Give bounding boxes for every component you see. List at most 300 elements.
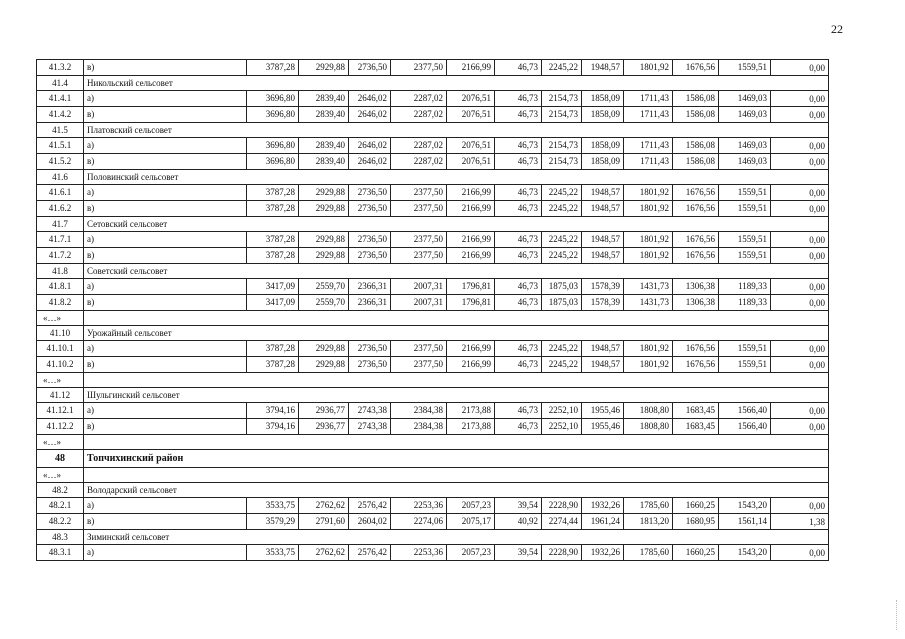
value-cell: 3533,75 — [247, 545, 299, 561]
section-row — [37, 264, 829, 279]
section-row — [37, 530, 829, 545]
value-cell: 2559,70 — [299, 279, 349, 295]
row-code: 41.7.2 — [37, 248, 84, 264]
table-row — [37, 91, 829, 107]
table-row — [37, 232, 829, 248]
value-cell: 1,38 — [771, 514, 829, 530]
value-cell: 1559,51 — [719, 185, 771, 201]
value-cell: 1683,45 — [673, 403, 719, 419]
value-cell: 3696,80 — [247, 91, 299, 107]
value-cell: 3417,09 — [247, 295, 299, 311]
table-row — [37, 514, 829, 530]
value-cell: 0,00 — [771, 295, 829, 311]
value-cell: 1676,56 — [673, 248, 719, 264]
value-cell: 1711,43 — [624, 91, 673, 107]
value-cell: 3533,75 — [247, 498, 299, 514]
table-row — [37, 154, 829, 170]
value-cell: 3787,28 — [247, 248, 299, 264]
value-cell: 1801,92 — [624, 60, 673, 76]
value-cell: 1813,20 — [624, 514, 673, 530]
row-code: 41.12 — [37, 388, 84, 403]
row-label: а) — [84, 232, 247, 248]
value-cell: 0,00 — [771, 232, 829, 248]
section-row — [37, 388, 829, 403]
table-row — [37, 419, 829, 435]
row-code: 41.10.2 — [37, 357, 84, 373]
section-name: Платовский сельсовет — [84, 123, 829, 138]
value-cell: 2377,50 — [391, 60, 447, 76]
value-cell: 2366,31 — [349, 295, 391, 311]
value-cell: 2228,90 — [542, 498, 582, 514]
value-cell: 2245,22 — [542, 248, 582, 264]
value-cell: 2377,50 — [391, 201, 447, 217]
value-cell: 2274,06 — [391, 514, 447, 530]
value-cell: 46,73 — [495, 154, 542, 170]
value-cell: 2076,51 — [447, 91, 495, 107]
row-label: в) — [84, 201, 247, 217]
value-cell: 1469,03 — [719, 107, 771, 123]
table-row — [37, 341, 829, 357]
row-code: 41.12.2 — [37, 419, 84, 435]
row-code: 41.6.2 — [37, 201, 84, 217]
value-cell: 46,73 — [495, 201, 542, 217]
row-code: 41.7 — [37, 217, 84, 232]
value-cell: 1189,33 — [719, 279, 771, 295]
value-cell: 2245,22 — [542, 232, 582, 248]
row-code: 48.3 — [37, 530, 84, 545]
value-cell: 2076,51 — [447, 107, 495, 123]
row-code: 41.8.1 — [37, 279, 84, 295]
value-cell: 2245,22 — [542, 185, 582, 201]
value-cell: 1559,51 — [719, 248, 771, 264]
value-cell: 1796,81 — [447, 279, 495, 295]
row-code: 41.7.1 — [37, 232, 84, 248]
value-cell: 1801,92 — [624, 341, 673, 357]
value-cell: 1955,46 — [582, 419, 624, 435]
value-cell: 1948,57 — [582, 201, 624, 217]
value-cell: 2736,50 — [349, 201, 391, 217]
row-label: в) — [84, 357, 247, 373]
value-cell: 46,73 — [495, 232, 542, 248]
district-name: Топчихинский район — [84, 450, 829, 468]
value-cell: 2057,23 — [447, 498, 495, 514]
value-cell: 2839,40 — [299, 154, 349, 170]
value-cell: 0,00 — [771, 154, 829, 170]
value-cell: 2377,50 — [391, 185, 447, 201]
section-name: Урожайный сельсовет — [84, 326, 829, 341]
value-cell: 2166,99 — [447, 357, 495, 373]
value-cell: 2377,50 — [391, 232, 447, 248]
value-cell: 2173,88 — [447, 403, 495, 419]
ellipsis-row — [37, 311, 829, 326]
row-code: 41.6 — [37, 170, 84, 185]
ellipsis-row — [37, 373, 829, 388]
value-cell: 1948,57 — [582, 248, 624, 264]
value-cell: 1801,92 — [624, 248, 673, 264]
row-code: 48.2 — [37, 483, 84, 498]
section-row — [37, 326, 829, 341]
value-cell: 2839,40 — [299, 107, 349, 123]
value-cell: 46,73 — [495, 357, 542, 373]
value-cell: 1559,51 — [719, 201, 771, 217]
value-cell: 46,73 — [495, 138, 542, 154]
value-cell: 1801,92 — [624, 232, 673, 248]
section-name: Шульгинский сельсовет — [84, 388, 829, 403]
value-cell: 0,00 — [771, 91, 829, 107]
value-cell: 2743,38 — [349, 419, 391, 435]
value-cell: 3696,80 — [247, 154, 299, 170]
row-code: 41.10 — [37, 326, 84, 341]
row-label: в) — [84, 419, 247, 435]
value-cell: 2154,73 — [542, 154, 582, 170]
value-cell: 2929,88 — [299, 357, 349, 373]
value-cell: 2929,88 — [299, 341, 349, 357]
value-cell: 2377,50 — [391, 357, 447, 373]
section-row — [37, 450, 829, 468]
value-cell: 46,73 — [495, 341, 542, 357]
value-cell: 1306,38 — [673, 279, 719, 295]
value-cell: 2076,51 — [447, 138, 495, 154]
value-cell: 3696,80 — [247, 138, 299, 154]
value-cell: 1189,33 — [719, 295, 771, 311]
row-code: 48 — [37, 450, 84, 468]
value-cell: 1559,51 — [719, 341, 771, 357]
value-cell: 2287,02 — [391, 91, 447, 107]
table-row — [37, 185, 829, 201]
value-cell: 1660,25 — [673, 545, 719, 561]
row-label: в) — [84, 295, 247, 311]
value-cell: 2736,50 — [349, 248, 391, 264]
value-cell: 2154,73 — [542, 107, 582, 123]
value-cell: 2929,88 — [299, 232, 349, 248]
value-cell: 2839,40 — [299, 91, 349, 107]
row-code: «…» — [37, 468, 84, 483]
row-label: а) — [84, 138, 247, 154]
value-cell: 3579,29 — [247, 514, 299, 530]
value-cell: 1431,73 — [624, 279, 673, 295]
row-code: 41.12.1 — [37, 403, 84, 419]
section-row — [37, 76, 829, 91]
section-name: Никольский сельсовет — [84, 76, 829, 91]
row-code: 41.5.2 — [37, 154, 84, 170]
row-label: а) — [84, 279, 247, 295]
value-cell: 2075,17 — [447, 514, 495, 530]
value-cell: 1858,09 — [582, 138, 624, 154]
value-cell: 1948,57 — [582, 341, 624, 357]
section-name: Сетовский сельсовет — [84, 217, 829, 232]
value-cell: 2384,38 — [391, 419, 447, 435]
value-cell: 1711,43 — [624, 138, 673, 154]
value-cell: 2173,88 — [447, 419, 495, 435]
value-cell: 2646,02 — [349, 138, 391, 154]
value-cell: 1948,57 — [582, 232, 624, 248]
row-code: 41.10.1 — [37, 341, 84, 357]
section-name: Зиминский сельсовет — [84, 530, 829, 545]
value-cell: 3787,28 — [247, 60, 299, 76]
tariff-table — [36, 59, 829, 561]
value-cell: 2762,62 — [299, 545, 349, 561]
value-cell: 2743,38 — [349, 403, 391, 419]
row-label: а) — [84, 91, 247, 107]
value-cell: 46,73 — [495, 60, 542, 76]
value-cell: 1586,08 — [673, 138, 719, 154]
section-name: Половинский сельсовет — [84, 170, 829, 185]
value-cell: 1680,95 — [673, 514, 719, 530]
value-cell: 1948,57 — [582, 60, 624, 76]
row-code: «…» — [37, 373, 84, 388]
table-row — [37, 248, 829, 264]
empty-cell — [84, 435, 829, 450]
value-cell: 1431,73 — [624, 295, 673, 311]
value-cell: 46,73 — [495, 185, 542, 201]
value-cell: 2576,42 — [349, 498, 391, 514]
table-row — [37, 201, 829, 217]
row-code: 41.4.1 — [37, 91, 84, 107]
value-cell: 1578,39 — [582, 279, 624, 295]
value-cell: 2384,38 — [391, 403, 447, 419]
value-cell: 1932,26 — [582, 545, 624, 561]
value-cell: 0,00 — [771, 248, 829, 264]
value-cell: 1660,25 — [673, 498, 719, 514]
value-cell: 2253,36 — [391, 545, 447, 561]
value-cell: 1676,56 — [673, 232, 719, 248]
value-cell: 1561,14 — [719, 514, 771, 530]
value-cell: 46,73 — [495, 403, 542, 419]
value-cell: 2166,99 — [447, 60, 495, 76]
value-cell: 1858,09 — [582, 154, 624, 170]
value-cell: 3787,28 — [247, 185, 299, 201]
value-cell: 1801,92 — [624, 201, 673, 217]
value-cell: 2166,99 — [447, 341, 495, 357]
value-cell: 1559,51 — [719, 357, 771, 373]
value-cell: 1932,26 — [582, 498, 624, 514]
value-cell: 2245,22 — [542, 357, 582, 373]
row-code: 41.4.2 — [37, 107, 84, 123]
empty-cell — [84, 311, 829, 326]
value-cell: 2007,31 — [391, 279, 447, 295]
value-cell: 1785,60 — [624, 545, 673, 561]
value-cell: 1808,80 — [624, 419, 673, 435]
value-cell: 2936,77 — [299, 403, 349, 419]
value-cell: 1676,56 — [673, 341, 719, 357]
value-cell: 2287,02 — [391, 138, 447, 154]
value-cell: 2253,36 — [391, 498, 447, 514]
row-code: 41.3.2 — [37, 60, 84, 76]
value-cell: 2154,73 — [542, 91, 582, 107]
value-cell: 0,00 — [771, 357, 829, 373]
table-row — [37, 279, 829, 295]
row-code: 41.5.1 — [37, 138, 84, 154]
value-cell: 1858,09 — [582, 91, 624, 107]
value-cell: 1711,43 — [624, 107, 673, 123]
row-label: в) — [84, 514, 247, 530]
value-cell: 0,00 — [771, 185, 829, 201]
value-cell: 2287,02 — [391, 107, 447, 123]
value-cell: 1469,03 — [719, 154, 771, 170]
value-cell: 1469,03 — [719, 91, 771, 107]
value-cell: 0,00 — [771, 419, 829, 435]
page-number: 22 — [831, 22, 843, 36]
value-cell: 2559,70 — [299, 295, 349, 311]
value-cell: 1566,40 — [719, 419, 771, 435]
value-cell: 3787,28 — [247, 201, 299, 217]
value-cell: 3794,16 — [247, 403, 299, 419]
value-cell: 2154,73 — [542, 138, 582, 154]
value-cell: 0,00 — [771, 107, 829, 123]
value-cell: 2252,10 — [542, 419, 582, 435]
value-cell: 2929,88 — [299, 248, 349, 264]
row-code: 48.3.1 — [37, 545, 84, 561]
value-cell: 3787,28 — [247, 232, 299, 248]
value-cell: 0,00 — [771, 138, 829, 154]
value-cell: 1469,03 — [719, 138, 771, 154]
row-label: а) — [84, 545, 247, 561]
table-row — [37, 107, 829, 123]
row-code: 41.4 — [37, 76, 84, 91]
value-cell: 2245,22 — [542, 341, 582, 357]
value-cell: 2936,77 — [299, 419, 349, 435]
value-cell: 2166,99 — [447, 185, 495, 201]
value-cell: 2646,02 — [349, 107, 391, 123]
value-cell: 1875,03 — [542, 295, 582, 311]
value-cell: 2736,50 — [349, 341, 391, 357]
value-cell: 46,73 — [495, 295, 542, 311]
row-code: «…» — [37, 311, 84, 326]
row-label: а) — [84, 185, 247, 201]
value-cell: 1801,92 — [624, 357, 673, 373]
value-cell: 39,54 — [495, 545, 542, 561]
value-cell: 0,00 — [771, 60, 829, 76]
value-cell: 1543,20 — [719, 498, 771, 514]
value-cell: 2736,50 — [349, 357, 391, 373]
value-cell: 2366,31 — [349, 279, 391, 295]
section-name: Советский сельсовет — [84, 264, 829, 279]
row-label: в) — [84, 154, 247, 170]
value-cell: 46,73 — [495, 279, 542, 295]
value-cell: 1578,39 — [582, 295, 624, 311]
section-name: Володарский сельсовет — [84, 483, 829, 498]
value-cell: 46,73 — [495, 107, 542, 123]
value-cell: 1306,38 — [673, 295, 719, 311]
value-cell: 2929,88 — [299, 185, 349, 201]
row-code: 48.2.1 — [37, 498, 84, 514]
value-cell: 2245,22 — [542, 60, 582, 76]
value-cell: 46,73 — [495, 91, 542, 107]
value-cell: 2377,50 — [391, 341, 447, 357]
table-row — [37, 295, 829, 311]
value-cell: 1961,24 — [582, 514, 624, 530]
value-cell: 1543,20 — [719, 545, 771, 561]
table-row — [37, 545, 829, 561]
value-cell: 1808,80 — [624, 403, 673, 419]
value-cell: 1586,08 — [673, 91, 719, 107]
value-cell: 1586,08 — [673, 107, 719, 123]
section-row — [37, 170, 829, 185]
row-label: в) — [84, 248, 247, 264]
value-cell: 2076,51 — [447, 154, 495, 170]
value-cell: 2576,42 — [349, 545, 391, 561]
value-cell: 1948,57 — [582, 185, 624, 201]
value-cell: 1586,08 — [673, 154, 719, 170]
value-cell: 2245,22 — [542, 201, 582, 217]
value-cell: 2166,99 — [447, 232, 495, 248]
value-cell: 2839,40 — [299, 138, 349, 154]
value-cell: 1711,43 — [624, 154, 673, 170]
section-row — [37, 123, 829, 138]
value-cell: 2007,31 — [391, 295, 447, 311]
row-code: 41.8.2 — [37, 295, 84, 311]
value-cell: 0,00 — [771, 279, 829, 295]
row-label: а) — [84, 498, 247, 514]
row-code: 41.5 — [37, 123, 84, 138]
value-cell: 2736,50 — [349, 232, 391, 248]
value-cell: 3417,09 — [247, 279, 299, 295]
value-cell: 3787,28 — [247, 357, 299, 373]
value-cell: 2274,44 — [542, 514, 582, 530]
table-body — [37, 60, 829, 561]
empty-cell — [84, 373, 829, 388]
table-row — [37, 498, 829, 514]
value-cell: 1796,81 — [447, 295, 495, 311]
row-code: «…» — [37, 435, 84, 450]
value-cell: 0,00 — [771, 201, 829, 217]
value-cell: 2791,60 — [299, 514, 349, 530]
value-cell: 1566,40 — [719, 403, 771, 419]
row-label: в) — [84, 107, 247, 123]
row-code: 41.8 — [37, 264, 84, 279]
value-cell: 1858,09 — [582, 107, 624, 123]
row-label: а) — [84, 403, 247, 419]
row-label: в) — [84, 60, 247, 76]
value-cell: 2228,90 — [542, 545, 582, 561]
value-cell: 2929,88 — [299, 60, 349, 76]
value-cell: 3794,16 — [247, 419, 299, 435]
value-cell: 3696,80 — [247, 107, 299, 123]
value-cell: 46,73 — [495, 248, 542, 264]
row-label: а) — [84, 341, 247, 357]
value-cell: 1948,57 — [582, 357, 624, 373]
value-cell: 39,54 — [495, 498, 542, 514]
value-cell: 2736,50 — [349, 60, 391, 76]
table-row — [37, 403, 829, 419]
value-cell: 1676,56 — [673, 185, 719, 201]
value-cell: 2166,99 — [447, 201, 495, 217]
value-cell: 2646,02 — [349, 91, 391, 107]
row-code: 41.6.1 — [37, 185, 84, 201]
table-row — [37, 357, 829, 373]
table-row — [37, 138, 829, 154]
value-cell: 1559,51 — [719, 60, 771, 76]
section-row — [37, 217, 829, 232]
value-cell: 2736,50 — [349, 185, 391, 201]
value-cell: 2929,88 — [299, 201, 349, 217]
value-cell: 2252,10 — [542, 403, 582, 419]
scan-edge-mark — [896, 600, 899, 630]
ellipsis-row — [37, 435, 829, 450]
value-cell: 2646,02 — [349, 154, 391, 170]
value-cell: 0,00 — [771, 498, 829, 514]
ellipsis-row — [37, 468, 829, 483]
value-cell: 1676,56 — [673, 357, 719, 373]
value-cell: 1875,03 — [542, 279, 582, 295]
value-cell: 3787,28 — [247, 341, 299, 357]
value-cell: 1559,51 — [719, 232, 771, 248]
value-cell: 1676,56 — [673, 201, 719, 217]
row-code: 48.2.2 — [37, 514, 84, 530]
value-cell: 2604,02 — [349, 514, 391, 530]
value-cell: 1683,45 — [673, 419, 719, 435]
value-cell: 1676,56 — [673, 60, 719, 76]
